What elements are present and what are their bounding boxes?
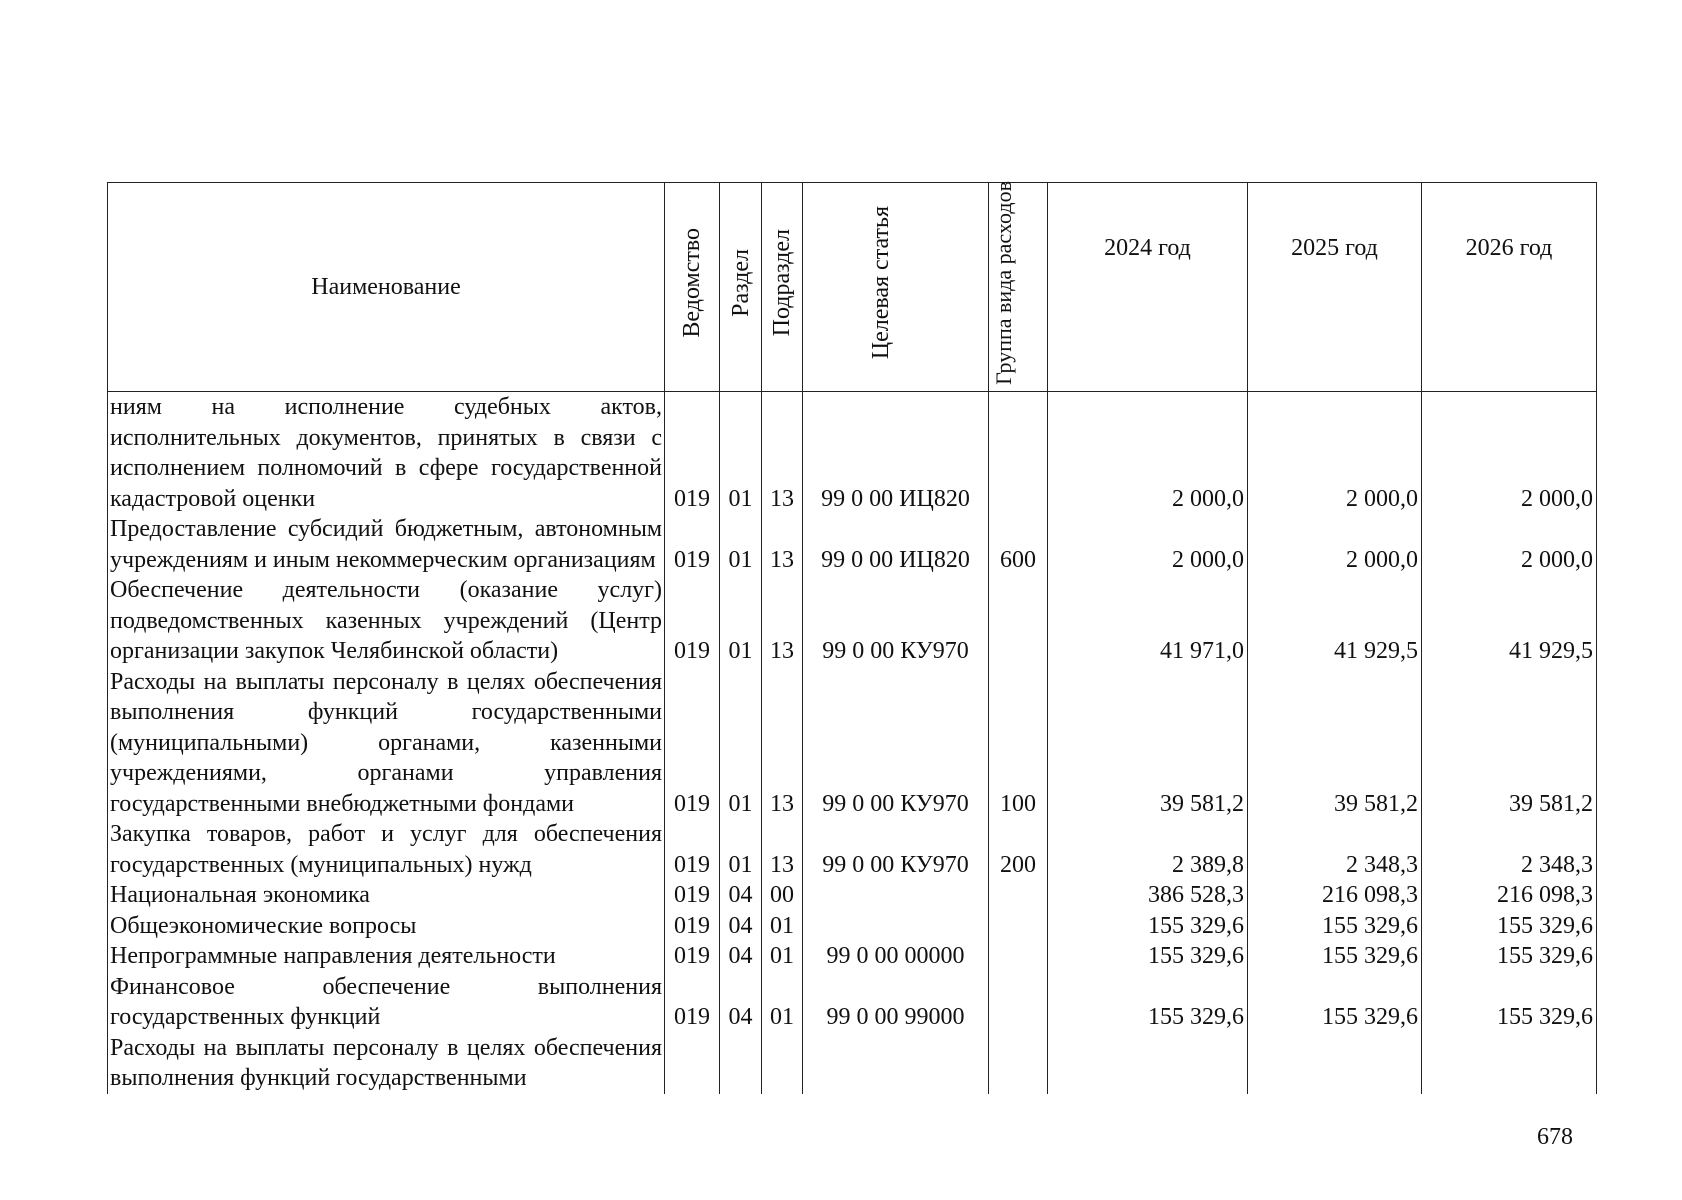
row-section [720, 1033, 762, 1094]
row-section: 01 [720, 514, 762, 575]
row-target-article: 99 0 00 КУ970 [803, 819, 989, 880]
row-target-article: 99 0 00 КУ970 [803, 575, 989, 667]
budget-table-container [107, 182, 1596, 1094]
row-subsection: 00 [762, 880, 803, 911]
row-section: 01 [720, 575, 762, 667]
row-2026: 39 581,2 [1422, 667, 1597, 820]
row-expense-group [989, 392, 1048, 515]
row-name: ниям на исполнение судебных актов, исполнительных документов, принятых в связи с исполнением полномочий в сфере государственной кадастровой оценки [108, 392, 665, 515]
row-dept: 019 [665, 514, 720, 575]
header-2024: 2024 год [1048, 183, 1248, 392]
row-2025: 2 348,3 [1248, 819, 1422, 880]
row-expense-group [989, 941, 1048, 972]
row-2026: 2 000,0 [1422, 514, 1597, 575]
row-subsection: 01 [762, 972, 803, 1033]
row-expense-group [989, 575, 1048, 667]
row-subsection: 01 [762, 941, 803, 972]
row-2024: 386 528,3 [1048, 880, 1248, 911]
row-expense-group [989, 911, 1048, 942]
row-dept: 019 [665, 941, 720, 972]
row-section: 04 [720, 911, 762, 942]
row-2025: 155 329,6 [1248, 941, 1422, 972]
row-name: Закупка товаров, работ и услуг для обеспечения государственных (муниципальных) нужд [108, 819, 665, 880]
header-expense-group: Группа вида расходов [989, 183, 1048, 392]
row-expense-group [989, 972, 1048, 1033]
row-2026: 155 329,6 [1422, 972, 1597, 1033]
row-dept: 019 [665, 819, 720, 880]
row-target-article [803, 911, 989, 942]
table-row [108, 941, 1597, 972]
table-row [108, 514, 1597, 575]
row-expense-group: 200 [989, 819, 1048, 880]
row-target-article: 99 0 00 99000 [803, 972, 989, 1033]
row-2025: 155 329,6 [1248, 972, 1422, 1033]
row-2025: 41 929,5 [1248, 575, 1422, 667]
row-section: 04 [720, 880, 762, 911]
row-subsection: 13 [762, 514, 803, 575]
budget-table [107, 182, 1597, 1094]
row-section: 01 [720, 667, 762, 820]
row-subsection: 13 [762, 819, 803, 880]
row-target-article: 99 0 00 ИЦ820 [803, 392, 989, 515]
row-target-article: 99 0 00 ИЦ820 [803, 514, 989, 575]
row-2025: 216 098,3 [1248, 880, 1422, 911]
row-2026 [1422, 1033, 1597, 1094]
row-dept: 019 [665, 575, 720, 667]
row-2024 [1048, 1033, 1248, 1094]
row-dept: 019 [665, 972, 720, 1033]
row-2024: 2 389,8 [1048, 819, 1248, 880]
row-section: 04 [720, 972, 762, 1033]
row-expense-group: 600 [989, 514, 1048, 575]
table-body [108, 392, 1597, 1094]
header-2025: 2025 год [1248, 183, 1422, 392]
row-name: Национальная экономика [108, 880, 665, 911]
row-name: Предоставление субсидий бюджетным, автономным учреждениям и иным некоммерческим организациям [108, 514, 665, 575]
row-2024: 39 581,2 [1048, 667, 1248, 820]
row-2025 [1248, 1033, 1422, 1094]
row-expense-group [989, 1033, 1048, 1094]
row-2025: 2 000,0 [1248, 514, 1422, 575]
header-section: Раздел [720, 183, 762, 392]
row-2026: 41 929,5 [1422, 575, 1597, 667]
header-name: Наименование [108, 183, 665, 392]
row-2026: 216 098,3 [1422, 880, 1597, 911]
table-row [108, 575, 1597, 667]
row-dept [665, 1033, 720, 1094]
table-row [108, 667, 1597, 820]
row-name: Обеспечение деятельности (оказание услуг) подведомственных казенных учреждений (Центр организации закупок Челябинской области) [108, 575, 665, 667]
table-row [108, 911, 1597, 942]
row-name: Непрограммные направления деятельности [108, 941, 665, 972]
row-dept: 019 [665, 911, 720, 942]
row-name: Финансовое обеспечение выполнения государственных функций [108, 972, 665, 1033]
row-2025: 39 581,2 [1248, 667, 1422, 820]
row-section: 01 [720, 819, 762, 880]
row-subsection [762, 1033, 803, 1094]
page-number: 678 [1537, 1124, 1573, 1150]
table-row [108, 880, 1597, 911]
row-section: 04 [720, 941, 762, 972]
row-name: Расходы на выплаты персоналу в целях обеспечения выполнения функций государственными (муниципальными) органами, казенными учреждениями, органами управления государственными внебюджетными фондами [108, 667, 665, 820]
row-2024: 41 971,0 [1048, 575, 1248, 667]
row-2026: 2 000,0 [1422, 392, 1597, 515]
header-target-article: Целевая статья [803, 183, 989, 392]
row-2026: 155 329,6 [1422, 911, 1597, 942]
row-target-article [803, 1033, 989, 1094]
row-2024: 2 000,0 [1048, 392, 1248, 515]
row-dept: 019 [665, 392, 720, 515]
row-section: 01 [720, 392, 762, 515]
row-2024: 2 000,0 [1048, 514, 1248, 575]
row-2025: 2 000,0 [1248, 392, 1422, 515]
row-2026: 155 329,6 [1422, 941, 1597, 972]
row-2026: 2 348,3 [1422, 819, 1597, 880]
table-row [108, 1033, 1597, 1094]
table-row [108, 392, 1597, 515]
header-subsection: Подраздел [762, 183, 803, 392]
header-dept: Ведомство [665, 183, 720, 392]
row-2024: 155 329,6 [1048, 941, 1248, 972]
row-expense-group [989, 880, 1048, 911]
row-subsection: 01 [762, 911, 803, 942]
table-row [108, 819, 1597, 880]
table-header-row [108, 183, 1597, 392]
row-target-article [803, 880, 989, 911]
row-2025: 155 329,6 [1248, 911, 1422, 942]
row-dept: 019 [665, 880, 720, 911]
row-2024: 155 329,6 [1048, 972, 1248, 1033]
row-name: Расходы на выплаты персоналу в целях обеспечения выполнения функций государственными [108, 1033, 665, 1094]
row-subsection: 13 [762, 392, 803, 515]
row-name: Общеэкономические вопросы [108, 911, 665, 942]
row-expense-group: 100 [989, 667, 1048, 820]
row-target-article: 99 0 00 00000 [803, 941, 989, 972]
row-subsection: 13 [762, 667, 803, 820]
row-dept: 019 [665, 667, 720, 820]
row-subsection: 13 [762, 575, 803, 667]
header-2026: 2026 год [1422, 183, 1597, 392]
row-target-article: 99 0 00 КУ970 [803, 667, 989, 820]
table-row [108, 972, 1597, 1033]
row-2024: 155 329,6 [1048, 911, 1248, 942]
